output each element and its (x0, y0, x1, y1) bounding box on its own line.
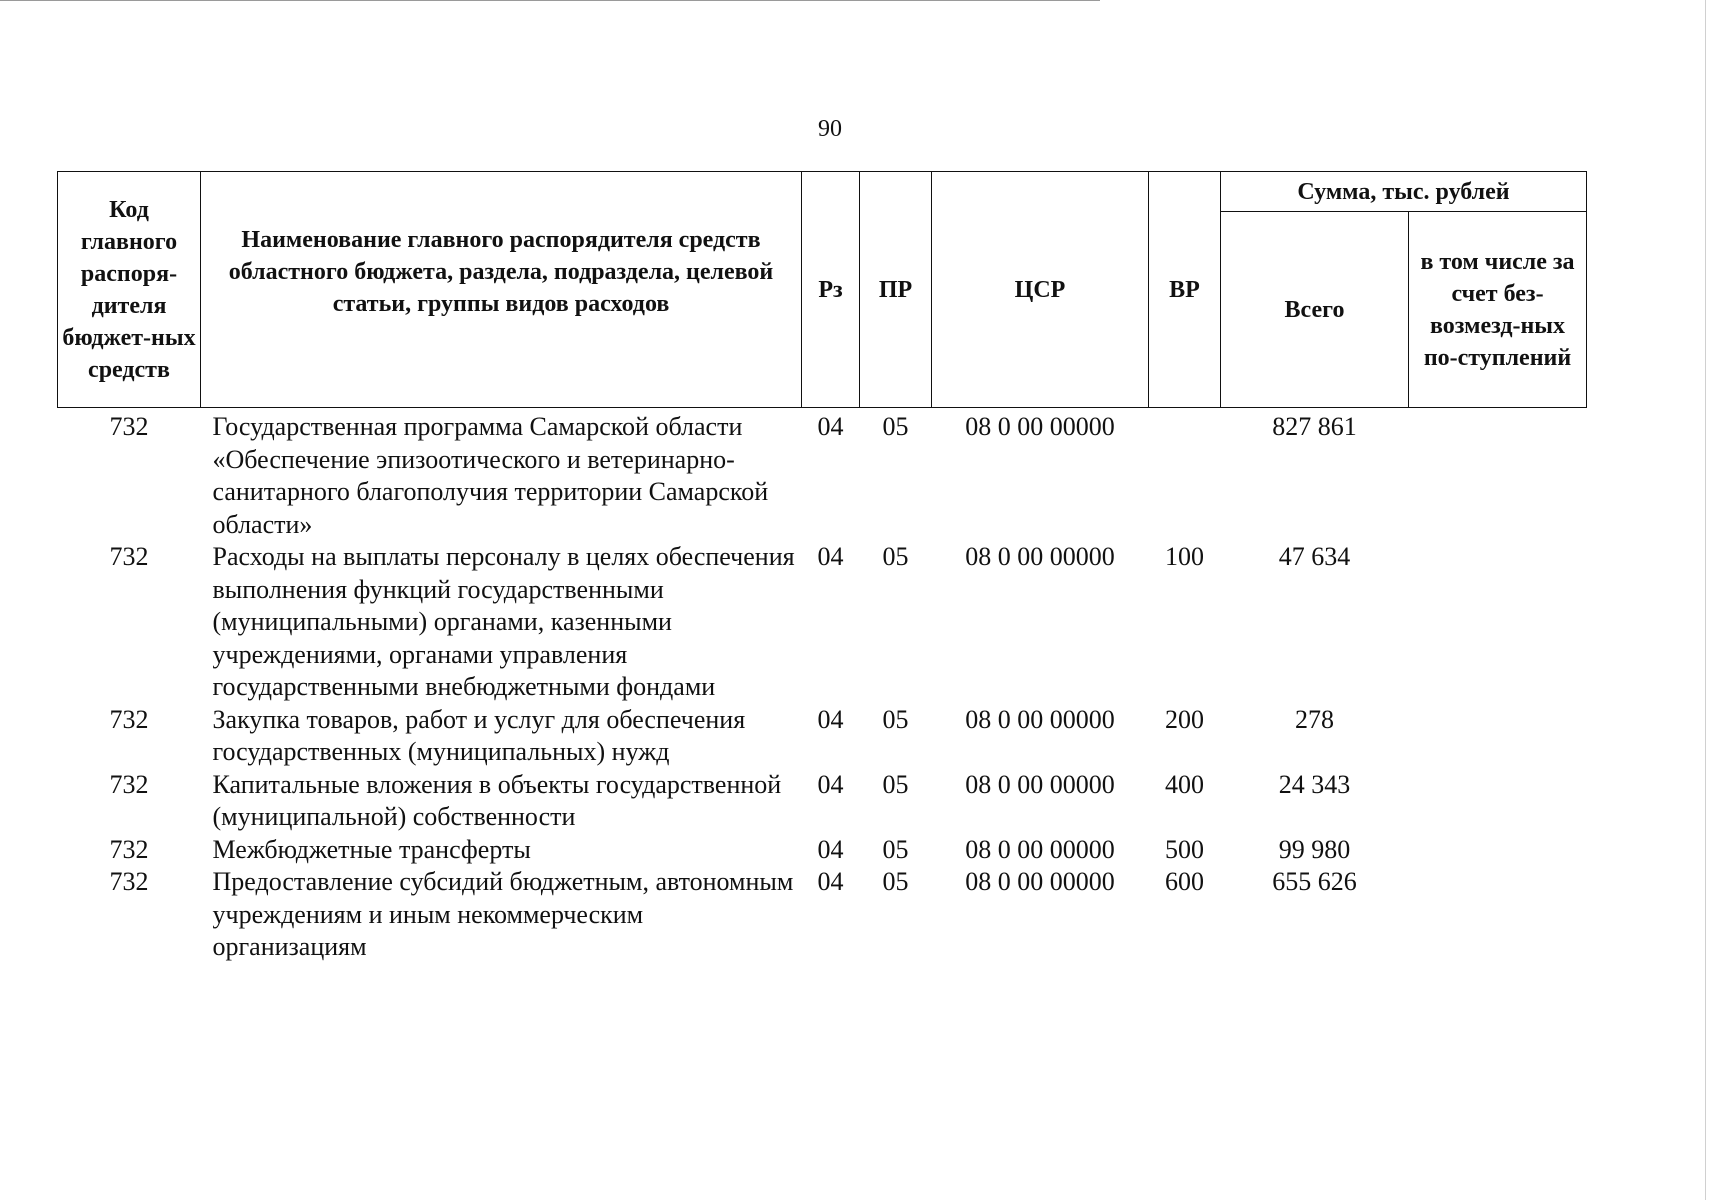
table-row (58, 866, 1587, 964)
cell-name: Предоставление субсидий бюджетным, автономным учреждениям и иным некоммерческим организациям (212, 867, 794, 961)
cell-rz: 04 (817, 834, 844, 864)
cell-code: 732 (109, 769, 149, 799)
table-row (58, 834, 1587, 867)
header-sum-group: Сумма, тыс. рублей (1221, 172, 1587, 212)
cell-vr (1149, 408, 1221, 542)
cell-grant (1409, 834, 1587, 867)
header-rz: Рз (802, 172, 860, 408)
cell-rz: 04 (817, 704, 844, 734)
page-number: 90 (818, 116, 842, 142)
cell-name: Капитальные вложения в объекты государственной (муниципальной) собственности (212, 769, 782, 831)
cell-vr: 400 (1165, 769, 1204, 799)
budget-expenditure-table (57, 171, 1587, 964)
table-row (58, 769, 1587, 834)
scan-edge-line (1705, 0, 1706, 1200)
cell-rz: 04 (817, 542, 844, 571)
cell-rz: 04 (817, 412, 844, 441)
cell-pr: 05 (882, 834, 909, 864)
cell-name: Расходы на выплаты персоналу в целях обеспечения выполнения функций государственными (муниципальными) органами, казенными учреждениями, органами управления государственными внебюджетными фондами (212, 542, 795, 701)
header-pr: ПР (860, 172, 932, 408)
cell-vr: 600 (1165, 867, 1204, 896)
cell-name: Государственная программа Самарской области «Обеспечение эпизоотического и ветеринарно-санитарного благополучия территории Самарской области» (212, 412, 769, 539)
cell-total: 99 980 (1278, 834, 1351, 864)
cell-grant (1409, 541, 1587, 704)
header-grant: в том числе за счет без-возмезд-ных по-ступлений (1409, 212, 1587, 408)
cell-csr: 08 0 00 00000 (965, 704, 1115, 734)
cell-grant (1409, 704, 1587, 769)
header-csr: ЦСР (932, 172, 1149, 408)
header-name: Наименование главного распорядителя средств областного бюджета, раздела, подраздела, целевой статьи, группы видов расходов (201, 172, 802, 408)
cell-total: 24 343 (1278, 769, 1351, 799)
cell-code: 732 (109, 412, 149, 441)
cell-code: 732 (109, 704, 149, 734)
cell-csr: 08 0 00 00000 (965, 834, 1115, 864)
table-row (58, 408, 1587, 542)
table-row (58, 704, 1587, 769)
cell-pr: 05 (882, 867, 909, 896)
cell-rz: 04 (817, 769, 844, 799)
cell-csr: 08 0 00 00000 (965, 769, 1115, 799)
cell-code: 732 (109, 542, 149, 571)
cell-grant (1409, 408, 1587, 542)
table-body (58, 408, 1587, 964)
scan-edge-line (0, 0, 1100, 1)
cell-grant (1409, 769, 1587, 834)
header-code: Код главного распоря-дителя бюджет-ных средств (58, 172, 201, 408)
cell-total: 47 634 (1278, 542, 1351, 571)
cell-pr: 05 (882, 412, 909, 441)
cell-code: 732 (109, 867, 149, 896)
cell-vr: 500 (1165, 834, 1204, 864)
cell-pr: 05 (882, 704, 909, 734)
cell-rz: 04 (817, 867, 844, 896)
cell-csr: 08 0 00 00000 (965, 412, 1115, 441)
cell-total: 655 626 (1272, 867, 1357, 896)
cell-total: 827 861 (1272, 412, 1357, 441)
cell-csr: 08 0 00 00000 (965, 542, 1115, 571)
cell-total: 278 (1295, 704, 1334, 734)
header-vr: ВР (1149, 172, 1221, 408)
cell-grant (1409, 866, 1587, 964)
header-total: Всего (1221, 212, 1409, 408)
cell-name: Закупка товаров, работ и услуг для обеспечения государственных (муниципальных) нужд (212, 704, 746, 766)
cell-pr: 05 (882, 769, 909, 799)
cell-vr: 100 (1165, 542, 1204, 571)
table-row (58, 541, 1587, 704)
cell-pr: 05 (882, 542, 909, 571)
cell-vr: 200 (1165, 704, 1204, 734)
cell-csr: 08 0 00 00000 (965, 867, 1115, 896)
table-header (58, 172, 1587, 408)
cell-code: 732 (109, 834, 149, 864)
cell-name: Межбюджетные трансферты (212, 834, 531, 864)
